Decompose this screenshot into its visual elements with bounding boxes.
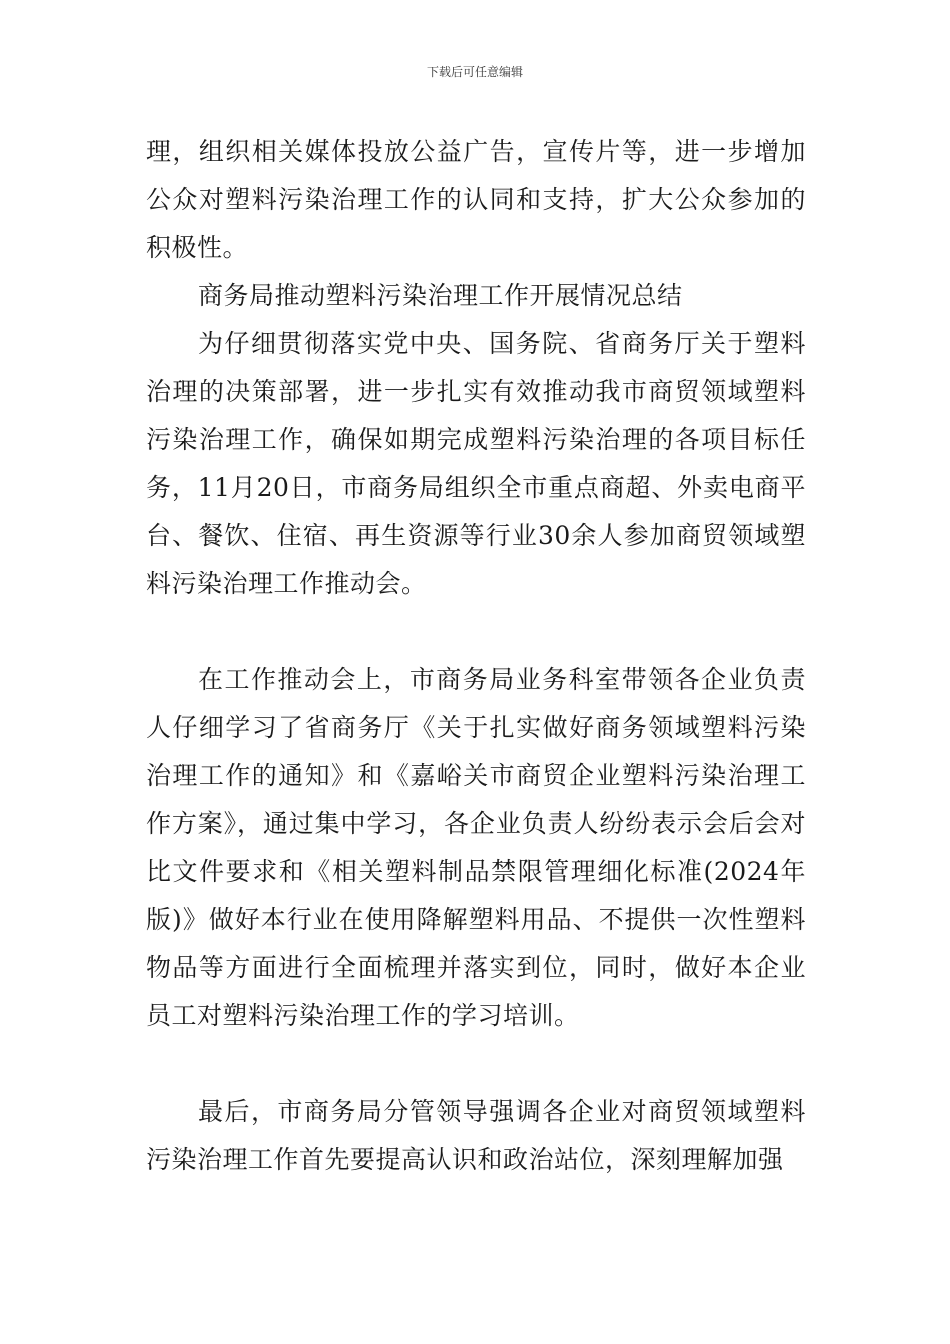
section-title: 商务局推动塑料污染治理工作开展情况总结 [198, 281, 683, 310]
paragraph-continuation: 理，组织相关媒体投放公益广告，宣传片等，进一步增加公众对塑料污染治理工作的认同和支持，扩大公众参加的积极性。 [146, 137, 806, 262]
paragraph-conclusion: 最后，市商务局分管领导强调各企业对商贸领域塑料污染治理工作首先要提高认识和政治站位，深刻理解加强 [146, 1097, 806, 1174]
page-header: 下载后可任意编辑 [426, 65, 523, 79]
document-body [146, 128, 806, 1184]
paragraph-intro: 为仔细贯彻落实党中央、国务院、省商务厅关于塑料治理的决策部署，进一步扎实有效推动我市商贸领域塑料污染治理工作，确保如期完成塑料污染治理的各项目标任务，11月20日，市商务局组织全市重点商超、外卖电商平台、餐饮、住宿、再生资源等行业30余人参加商贸领域塑料污染治理工作推动会。 [146, 329, 806, 598]
paragraph-meeting: 在工作推动会上，市商务局业务科室带领各企业负责人仔细学习了省商务厅《关于扎实做好商务领域塑料污染治理工作的通知》和《嘉峪关市商贸企业塑料污染治理工作方案》，通过集中学习，各企业负责人纷纷表示会后会对比文件要求和《相关塑料制品禁限管理细化标准(2024年版)》做好本行业在使用降解塑料用品、不提供一次性塑料物品等方面进行全面梳理并落实到位，同时，做好本企业员工对塑料污染治理工作的学习培训。 [146, 665, 806, 1030]
